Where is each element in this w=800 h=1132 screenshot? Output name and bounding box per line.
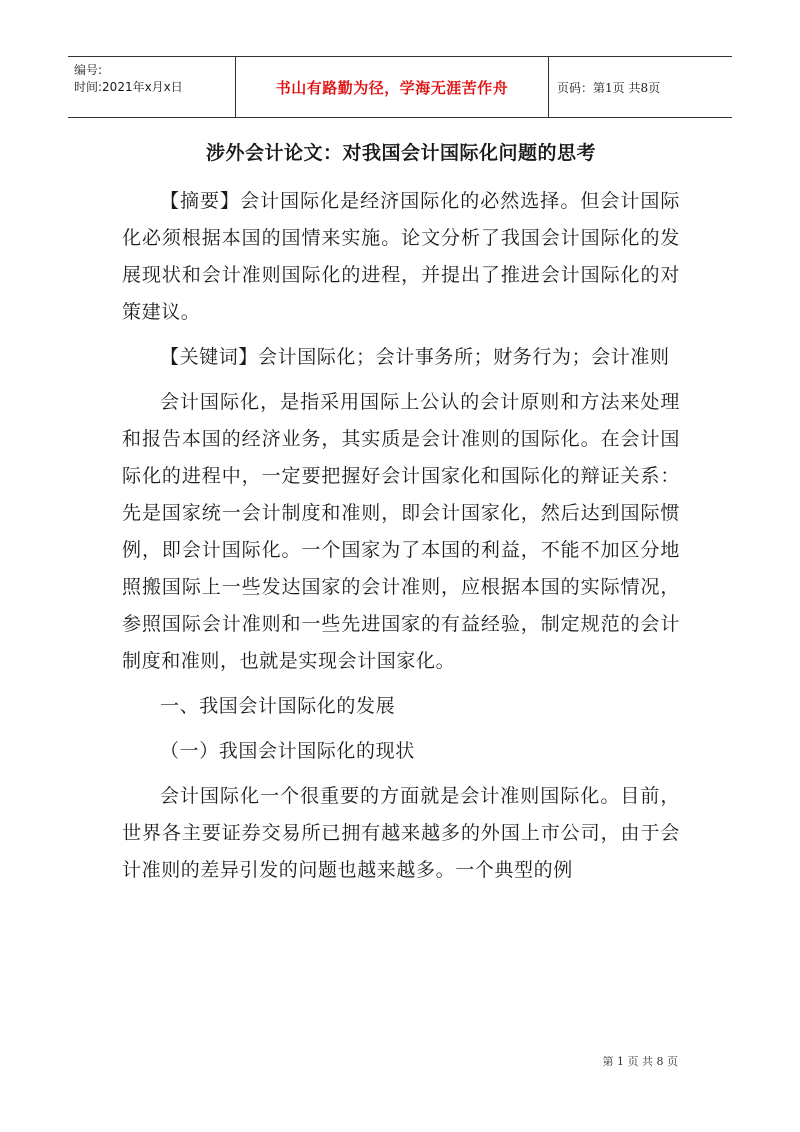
page-footer: 第 1 页 共 8 页 [602,1055,678,1068]
keywords-paragraph: 【关键词】会计国际化；会计事务所；财务行为；会计准则 [160,346,670,368]
header-motto: 书山有路勤为径，学海无涯苦作舟 [236,57,549,117]
section-heading-1: 一、我国会计国际化的发展 [160,695,396,717]
page-header [68,56,732,118]
header-page-info: 页码：第1页 共8页 [557,80,661,95]
document-body [122,138,680,897]
body-paragraph: 会计国际化一个很重要的方面就是会计准则国际化。目前，世界各主要证券交易所已拥有越来越多的外国上市公司，由于会计准则的差异引发的问题也越来越多。一个典型的例 [122,785,680,881]
document-title: 涉外会计论文：对我国会计国际化问题的思考 [205,142,596,164]
intro-paragraph: 会计国际化，是指采用国际上公认的会计原则和方法来处理和报告本国的经济业务，其实质是会计准则的国际化。在会计国际化的进程中，一定要把握好会计国家化和国际化的辩证关系：先是国家统一会计制度和准则，即会计国家化，然后达到国际惯例，即会计国际化。一个国家为了本国的利益，不能不加区分地照搬国际上一些发达国家的会计准则，应根据本国的实际情况，参照国际会计准则和一些先进国家的有益经验，制定规范的会计制度和准则，也就是实现会计国家化。 [122,391,680,672]
header-meta [68,57,236,117]
time-label: 时间:2021年x月x日 [74,80,183,94]
subsection-heading-1: （一）我国会计国际化的现状 [160,740,415,762]
abstract-paragraph: 【摘要】会计国际化是经济国际化的必然选择。但会计国际化必须根据本国的国情来实施。论文分析了我国会计国际化的发展现状和会计准则国际化的进程，并提出了推进会计国际化的对策建议。 [122,190,680,323]
number-label: 编号: [74,63,103,77]
